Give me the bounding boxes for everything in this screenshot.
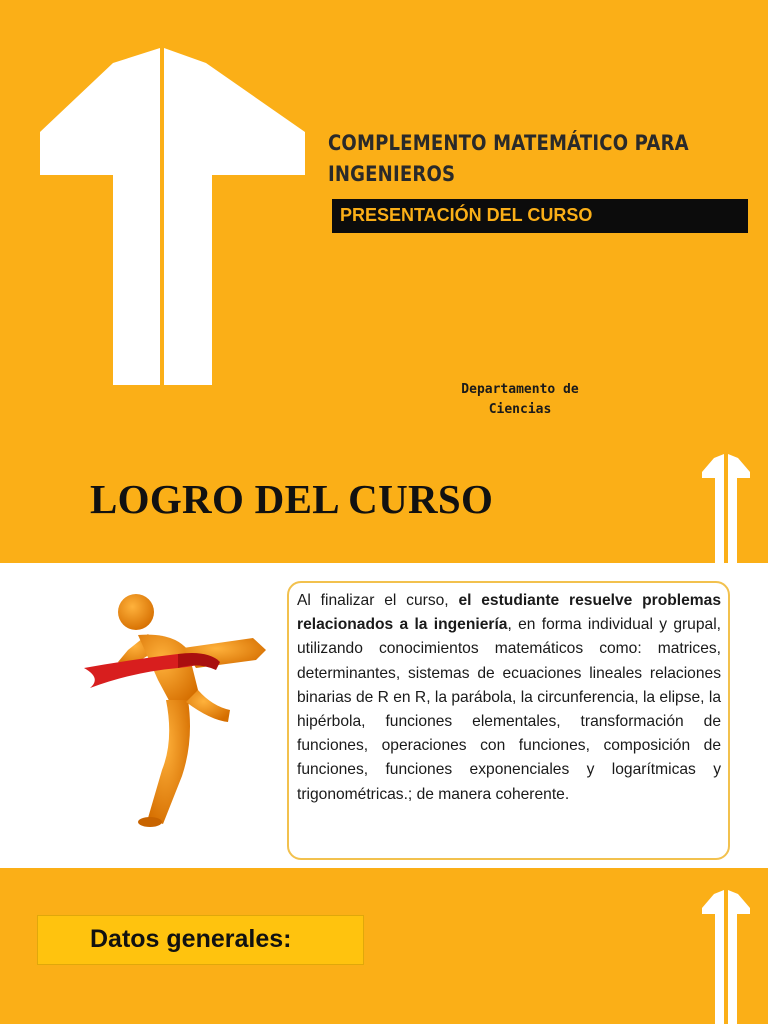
course-title-line1: COMPLEMENTO MATEMÁTICO PARA — [328, 131, 689, 155]
logro-heading: LOGRO DEL CURSO — [90, 476, 494, 522]
subtitle: PRESENTACIÓN DEL CURSO — [340, 205, 593, 225]
achievement-text — [297, 589, 721, 807]
course-title — [328, 128, 741, 190]
small-double-arrow-icon-bottom — [700, 886, 752, 1024]
achievement-text-intro: Al finalizar el curso, — [297, 592, 459, 609]
course-title-line2: INGENIEROS — [328, 162, 456, 186]
double-up-arrow-logo-icon — [0, 0, 320, 400]
datos-heading: Datos generales: — [90, 925, 292, 953]
department-line2: Ciencias — [488, 402, 552, 417]
achievement-text-rest: , en forma individual y grupal, utilizando conocimientos matemáticos como: matrices, determinantes, sistemas de ecuaciones lineales relaciones binarias de R en R, la parábola, la circunferencia, la elipse, la hipérbola, funciones elementales, transformación de funciones, operaciones con funciones, composición de funciones, funciones exponenciales y logarítmicas y trigonométricas.; de manera coherente. — [297, 616, 721, 803]
department-label — [430, 380, 610, 420]
department-line1: Departamento de — [461, 382, 579, 397]
finish-line-runner-icon — [78, 590, 278, 830]
small-double-arrow-icon — [700, 450, 752, 565]
achievement-text-bold: el estudiante resuelve problemas relacionados a la ingeniería — [297, 592, 721, 634]
